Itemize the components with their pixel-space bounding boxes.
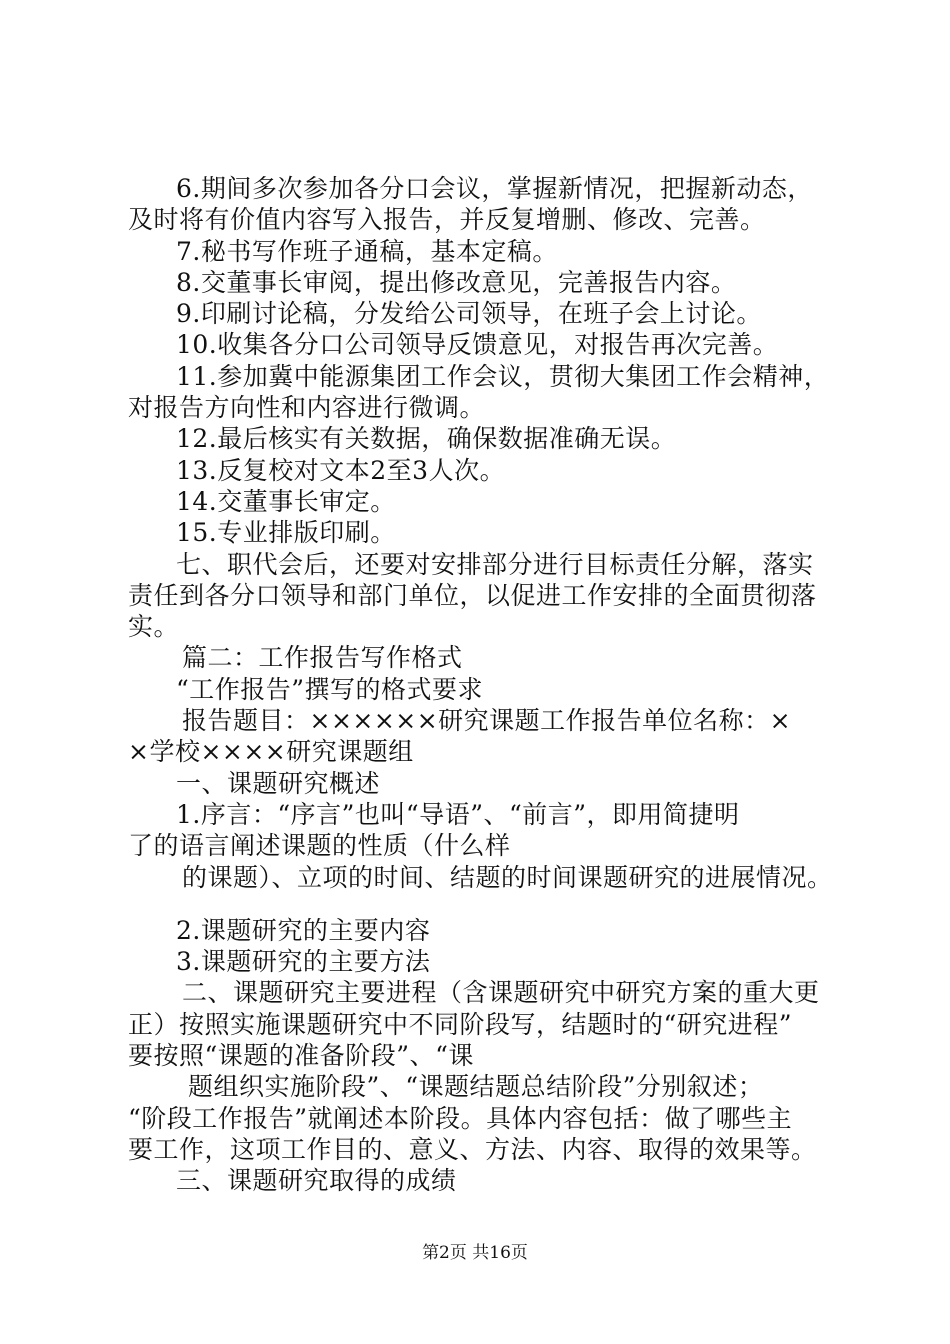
text-line: ×学校××××研究课题组 [128,737,414,767]
text-line: 实。 [128,612,180,642]
page-footer: 第2页 共16页 [422,1243,528,1263]
paragraph-gap [128,893,848,915]
text-line: 报告题目：××××××研究课题工作报告单位名称：× [182,706,792,736]
section-heading: 篇二：工作报告写作格式 [182,643,463,673]
text-line: 要工作，这项工作目的、意义、方法、内容、取得的效果等。 [128,1134,817,1164]
text-line: 的课题）、立项的时间、结题的时间课题研究的进展情况。 [182,862,833,892]
text-line: 一、课题研究概述 [176,768,381,798]
text-line: 要按照“课题的准备阶段”、“课 [128,1041,474,1071]
text-line: 及时将有价值内容写入报告，并反复增删、修改、完善。 [128,205,766,235]
text-line: 三、课题研究取得的成绩 [176,1166,457,1196]
text-line: 对报告方向性和内容进行微调。 [128,393,486,423]
text-line: 10.收集各分口公司领导反馈意见，对报告再次完善。 [176,330,779,360]
text-line: 正）按照实施课题研究中不同阶段写，结题时的“研究进程” [128,1009,793,1039]
text-line: 11.参加冀中能源集团工作会议，贯彻大集团工作会精神， [176,361,830,391]
document-body [128,173,848,1197]
text-line: 七、职代会后，还要对安排部分进行目标责任分解，落实 [176,549,814,579]
text-line: 了的语言阐述课题的性质（什么样 [128,831,511,861]
text-line: 13.反复校对文本2至3人次。 [176,455,506,485]
text-line: 14.交董事长审定。 [176,486,396,516]
text-line: 12.最后核实有关数据，确保数据准确无误。 [176,424,677,454]
text-line: 2.课题研究的主要内容 [176,915,431,945]
text-line: “工作报告”撰写的格式要求 [176,674,484,704]
text-line: “阶段工作报告”就阐述本阶段。具体内容包括：做了哪些主 [128,1103,793,1133]
text-line: 9.印刷讨论稿，分发给公司领导，在班子会上讨论。 [176,299,762,329]
text-line: 1.序言：“序言”也叫“导语”、“前言”，即用简捷明 [176,799,740,829]
text-line: 8.交董事长审阅，提出修改意见，完善报告内容。 [176,267,737,297]
text-line: 题组织实施阶段”、“课题结题总结阶段”分别叙述； [188,1072,764,1102]
text-line: 二、课题研究主要进程（含课题研究中研究方案的重大更 [182,978,820,1008]
text-line: 7.秘书写作班子通稿，基本定稿。 [176,236,558,266]
text-line: 责任到各分口领导和部门单位，以促进工作安排的全面贯彻落 [128,580,817,610]
text-line: 3.课题研究的主要方法 [176,947,431,977]
text-line: 15.专业排版印刷。 [176,518,396,548]
text-line: 6.期间多次参加各分口会议，掌握新情况，把握新动态， [176,174,813,203]
